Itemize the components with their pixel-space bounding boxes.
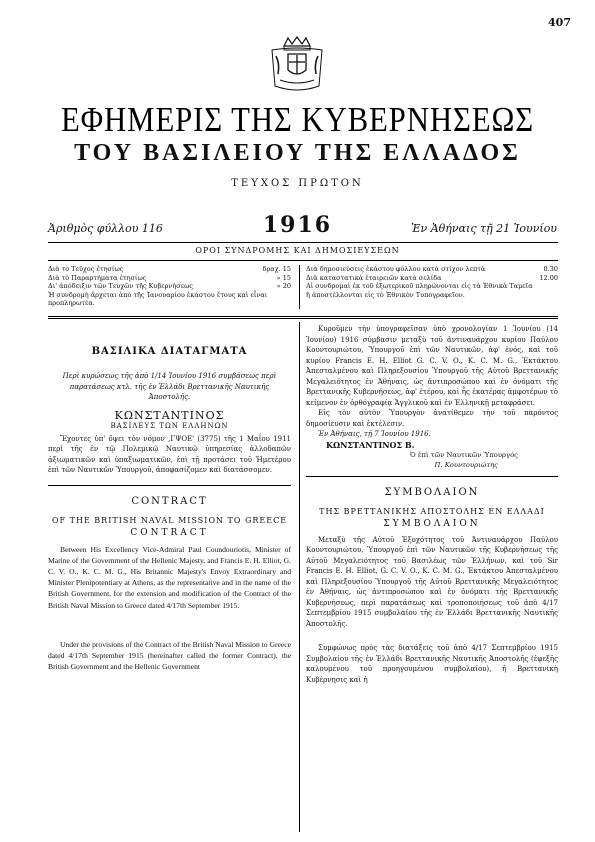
contract-paragraph: Between His Excellency Vice-Admiral Paul Coundouriotis, Minister of Marine of the Government of the Hellenic Majesty, and Francis E. H. Elliot, G. C. V. O., K. C. M. G., His Britannic Majesty's Envoy Extraordinary and Minister Plenipotentiary at Athens, as the representative and in the name of the British Government, for the extension and modification of the Contract of the British Naval Mission to Greece dated 4/17th September 1915. (48, 544, 291, 610)
contract-heading: CONTRACT (131, 495, 208, 507)
year: 1916 (262, 212, 333, 238)
countersign-name: Π. Κουντουριώτης (434, 460, 498, 469)
subscription-row: Αἱ συνδρομαὶ ἐκ τοῦ ἐξωτερικοῦ πληρώνονται εἰς τὰ Ἐθνικὰ Ταμεῖα (306, 282, 533, 290)
header-rule (48, 242, 558, 243)
left-column (48, 346, 291, 672)
subscription-row: Ἡ συνδρομὴ ἄρχεται ἀπὸ τῆς Ἰανουαρίου ἑκάστου ἔτους καὶ εἶναι (48, 290, 268, 299)
issue-label: ΤΕΥΧΟΣ ΠΡΩΤΟΝ (231, 178, 364, 189)
decree-title: Περὶ κυρώσεως τῆς ἀπὸ 1/14 Ἰουνίου 1916 συμβάσεως περὶ παρατάσεως κτλ. τῆς ἐν Ἑλλάδι Βρεττανικῆς Ναυτικῆς Ἀποστολῆς. (62, 372, 277, 401)
decree-date: Ἐν Ἀθήναις, τῇ 7 Ἰουνίου 1916. (318, 430, 431, 438)
right-column (306, 324, 558, 685)
column-divider (299, 322, 300, 832)
contract-paragraph: Under the provisions of the Contract of the British Naval Mission to Greece dated 4/17th September 1915 (hereinafter called the former Contract), the British Government and the Hellenic Government (48, 639, 291, 672)
column-divider (299, 265, 300, 309)
section-heading: ΒΑΣΙΛΙΚΑ ΔΙΑΤΑΓΜΑΤΑ (91, 346, 248, 357)
subscription-right (306, 265, 558, 299)
subscription-row: Διὰ καταστατικὰ ἑταιρειῶν κατὰ σελίδα 12.00 (306, 273, 558, 282)
gazette-title: ΕΦΗΜΕΡΙΣ ΤΗΣ ΚΥΒΕΡΝΗΣΕΩΣ (60, 100, 535, 139)
issue-date: Ἐν Ἀθήναις τῇ 21 Ἰουνίου (411, 222, 557, 235)
countersign-title: Ὁ ἐπὶ τῶν Ναυτικῶν Ὑπουργός (409, 450, 518, 459)
subscription-row: Δι' ἀπόδειξιν τῶν Τευχῶν τῆς Κυβερνήσεως » 20 (48, 282, 291, 290)
sheet-number: Ἀριθμὸς φύλλου 116 (48, 222, 163, 235)
section-rule (306, 476, 558, 477)
king-title: ΒΑΣΙΛΕΥΣ ΤΩΝ ΕΛΛΗΝΩΝ (110, 421, 229, 430)
royal-signature: ΚΩΝΣΤΑΝΤΙΝΟΣ Β. (326, 439, 415, 450)
decree-order: Εἰς τὸν αὐτὸν Ὑπουργὸν ἀνατίθεμεν τὴν τοῦ παρόντος δημοσίευσιν καὶ ἐκτέλεσιν. (306, 409, 558, 428)
subscription-row: Διὰ τὸ Παραρτήματα ἐτησίως » 15 (48, 273, 291, 282)
contract-subheading: ΤΗΣ ΒΡΕΤΤΑΝΙΚΗΣ ΑΠΟΣΤΟΛΗΣ ΕΝ ΕΛΛΑΔΙ (319, 506, 545, 516)
king-name: ΚΩΝΣΤΑΝΤΙΝΟΣ (114, 408, 225, 422)
decree-body: Ἔχοντες ὑπ' ὄψει τὸν νόμον ,ΓΨΟΕ' (3775) τῆς 1 Μαΐου 1911 περὶ τῆς ἐν τῷ Πολεμικῷ Ναυτικῷ ὑπηρεσίας ἀλλοδαπῶν ἀξιωματικῶν καὶ ὑπαξιωματικῶν, ἐπὶ τῇ προτάσει τοῦ Ἡμετέρου ἐπὶ τῶν Ναυτικῶν Ὑπουργοῦ, ἀποφασίζομεν καὶ διατάσσομεν. (48, 434, 291, 474)
decree-text: Κυροῦμεν τὴν ὑπογραφεῖσαν ὑπὸ χρονολογίαν 1 Ἰουνίου (14 Ἰουνίου) 1916 σύμβασιν μεταξὺ τοῦ ἀντιναυάρχου κυρίου Παύλου Κουντουριώτου, Ὑπουργοῦ ἐπὶ τῶν Ναυτικῶν, ἀφ' ἑνός, καὶ τοῦ κυρίου Francis E. H. Elliot G. C. V. O., K. C. M. G., Ἐκτάκτου Ἀπεσταλμένου καὶ Πληρεξουσίου Ὑπουργοῦ τῆς Αὐτοῦ Βρεττανικῆς Μεγαλειότητος ἐν Ἀθήναις, ὡς ἀντιπροσώπου καὶ ἐν ὀνόματι τῆς Βρεττανικῆς Κυβερνήσεως, ἀφ' ἑτέρου, καὶ ἧς ἑκατέρας ἀμφοτέρων τὸ κείμενον ἐν ὀρθόγραφίᾳ Ἀγγλικοῦ καὶ ἐν Ἑλληνικῇ μεταφράσει. (306, 325, 558, 407)
subscription-heading: ΟΡΟΙ ΣΥΝΔΡΟΜΗΣ ΚΑΙ ΔΗΜΟΣΙΕΥΣΕΩΝ (195, 246, 400, 255)
subscription-row: προπληρωτέα. (48, 299, 95, 307)
section-rule (48, 318, 558, 319)
header-rule (48, 260, 558, 261)
contract-paragraph: Συμφώνως πρὸς τὰς διατάξεις τοῦ ἀπὸ 4/17 Σεπτεμβρίου 1915 Συμβολαίου τῆς ἐν Ἑλλάδι Βρεττανικῆς Ναυτικῆς Ἀποστολῆς (ἐφεξῆς καλουμένου τοῦ προηγουμένου συμβολαίου), ἡ Βρεττανικὴ Κυβέρνησις καὶ ἡ (306, 644, 558, 684)
contract-heading: ΣΥΜΒΟΛΑΙΟΝ (384, 486, 480, 498)
section-rule (48, 316, 558, 317)
contract-paragraph: Μεταξὺ τῆς Αὐτοῦ Ἐξοχότητος τοῦ Ἀντιναυάρχου Παύλου Κουντουριώτου, Ὑπουργοῦ ἐπὶ τῶν Ναυτικῶν τῆς Κυβερνήσεως τῆς Αὐτοῦ Μεγαλειότητος τοῦ Βασιλέως τῶν Ἑλλήνων, καὶ τοῦ Sir Francis E. H. Elliot, G. C. V. O., K. C. M. G., Ἐκτάκτου Ἀπεσταλμένου καὶ Πληρεξουσίου Ὑπουργοῦ τῆς Αὐτοῦ Βρεττανικῆς Μεγαλειότητος ἐν Ἀθήναις, ὡς ἀντιπροσώπου καὶ ἐν ὀνόματι τῆς Βρεττανικῆς Κυβερνήσεως, περὶ παρατάσεως καὶ τροποποιήσεως τοῦ ἀπὸ 4/17 Σεπτεμβρίου 1915 συμβολαίου τῆς ἐν Ἑλλάδι Βρεττανικῆς Ναυτικῆς Ἀποστολῆς. (306, 535, 558, 628)
contract-label: CONTRACT (130, 527, 209, 538)
subscription-left (48, 265, 291, 308)
section-rule (48, 485, 291, 486)
royal-crest-icon (266, 36, 328, 94)
subscription-row: ἢ ἀποστέλλονται εἰς τὸ Ἐθνικὸν Τυπογραφεῖον. (306, 290, 465, 299)
gazette-subtitle: ΤΟΥ ΒΑΣΙΛΕΙΟΥ ΤΗΣ ΕΛΛΑΔΟΣ (74, 140, 521, 166)
page-number: 407 (548, 16, 571, 29)
contract-subheading: OF THE BRITISH NAVAL MISSION TO GREECE (51, 515, 288, 525)
subscription-row: Διὰ τὸ Τεῦχος ἐτησίως δραχ. 15 (48, 265, 291, 273)
subscription-row: Διὰ δημοσιεύσεις ἑκάστου φύλλου κατὰ στίχον λεπτὰ 0.30 (306, 265, 558, 273)
contract-label: ΣΥΜΒΟΛΑΙΟΝ (383, 518, 481, 529)
